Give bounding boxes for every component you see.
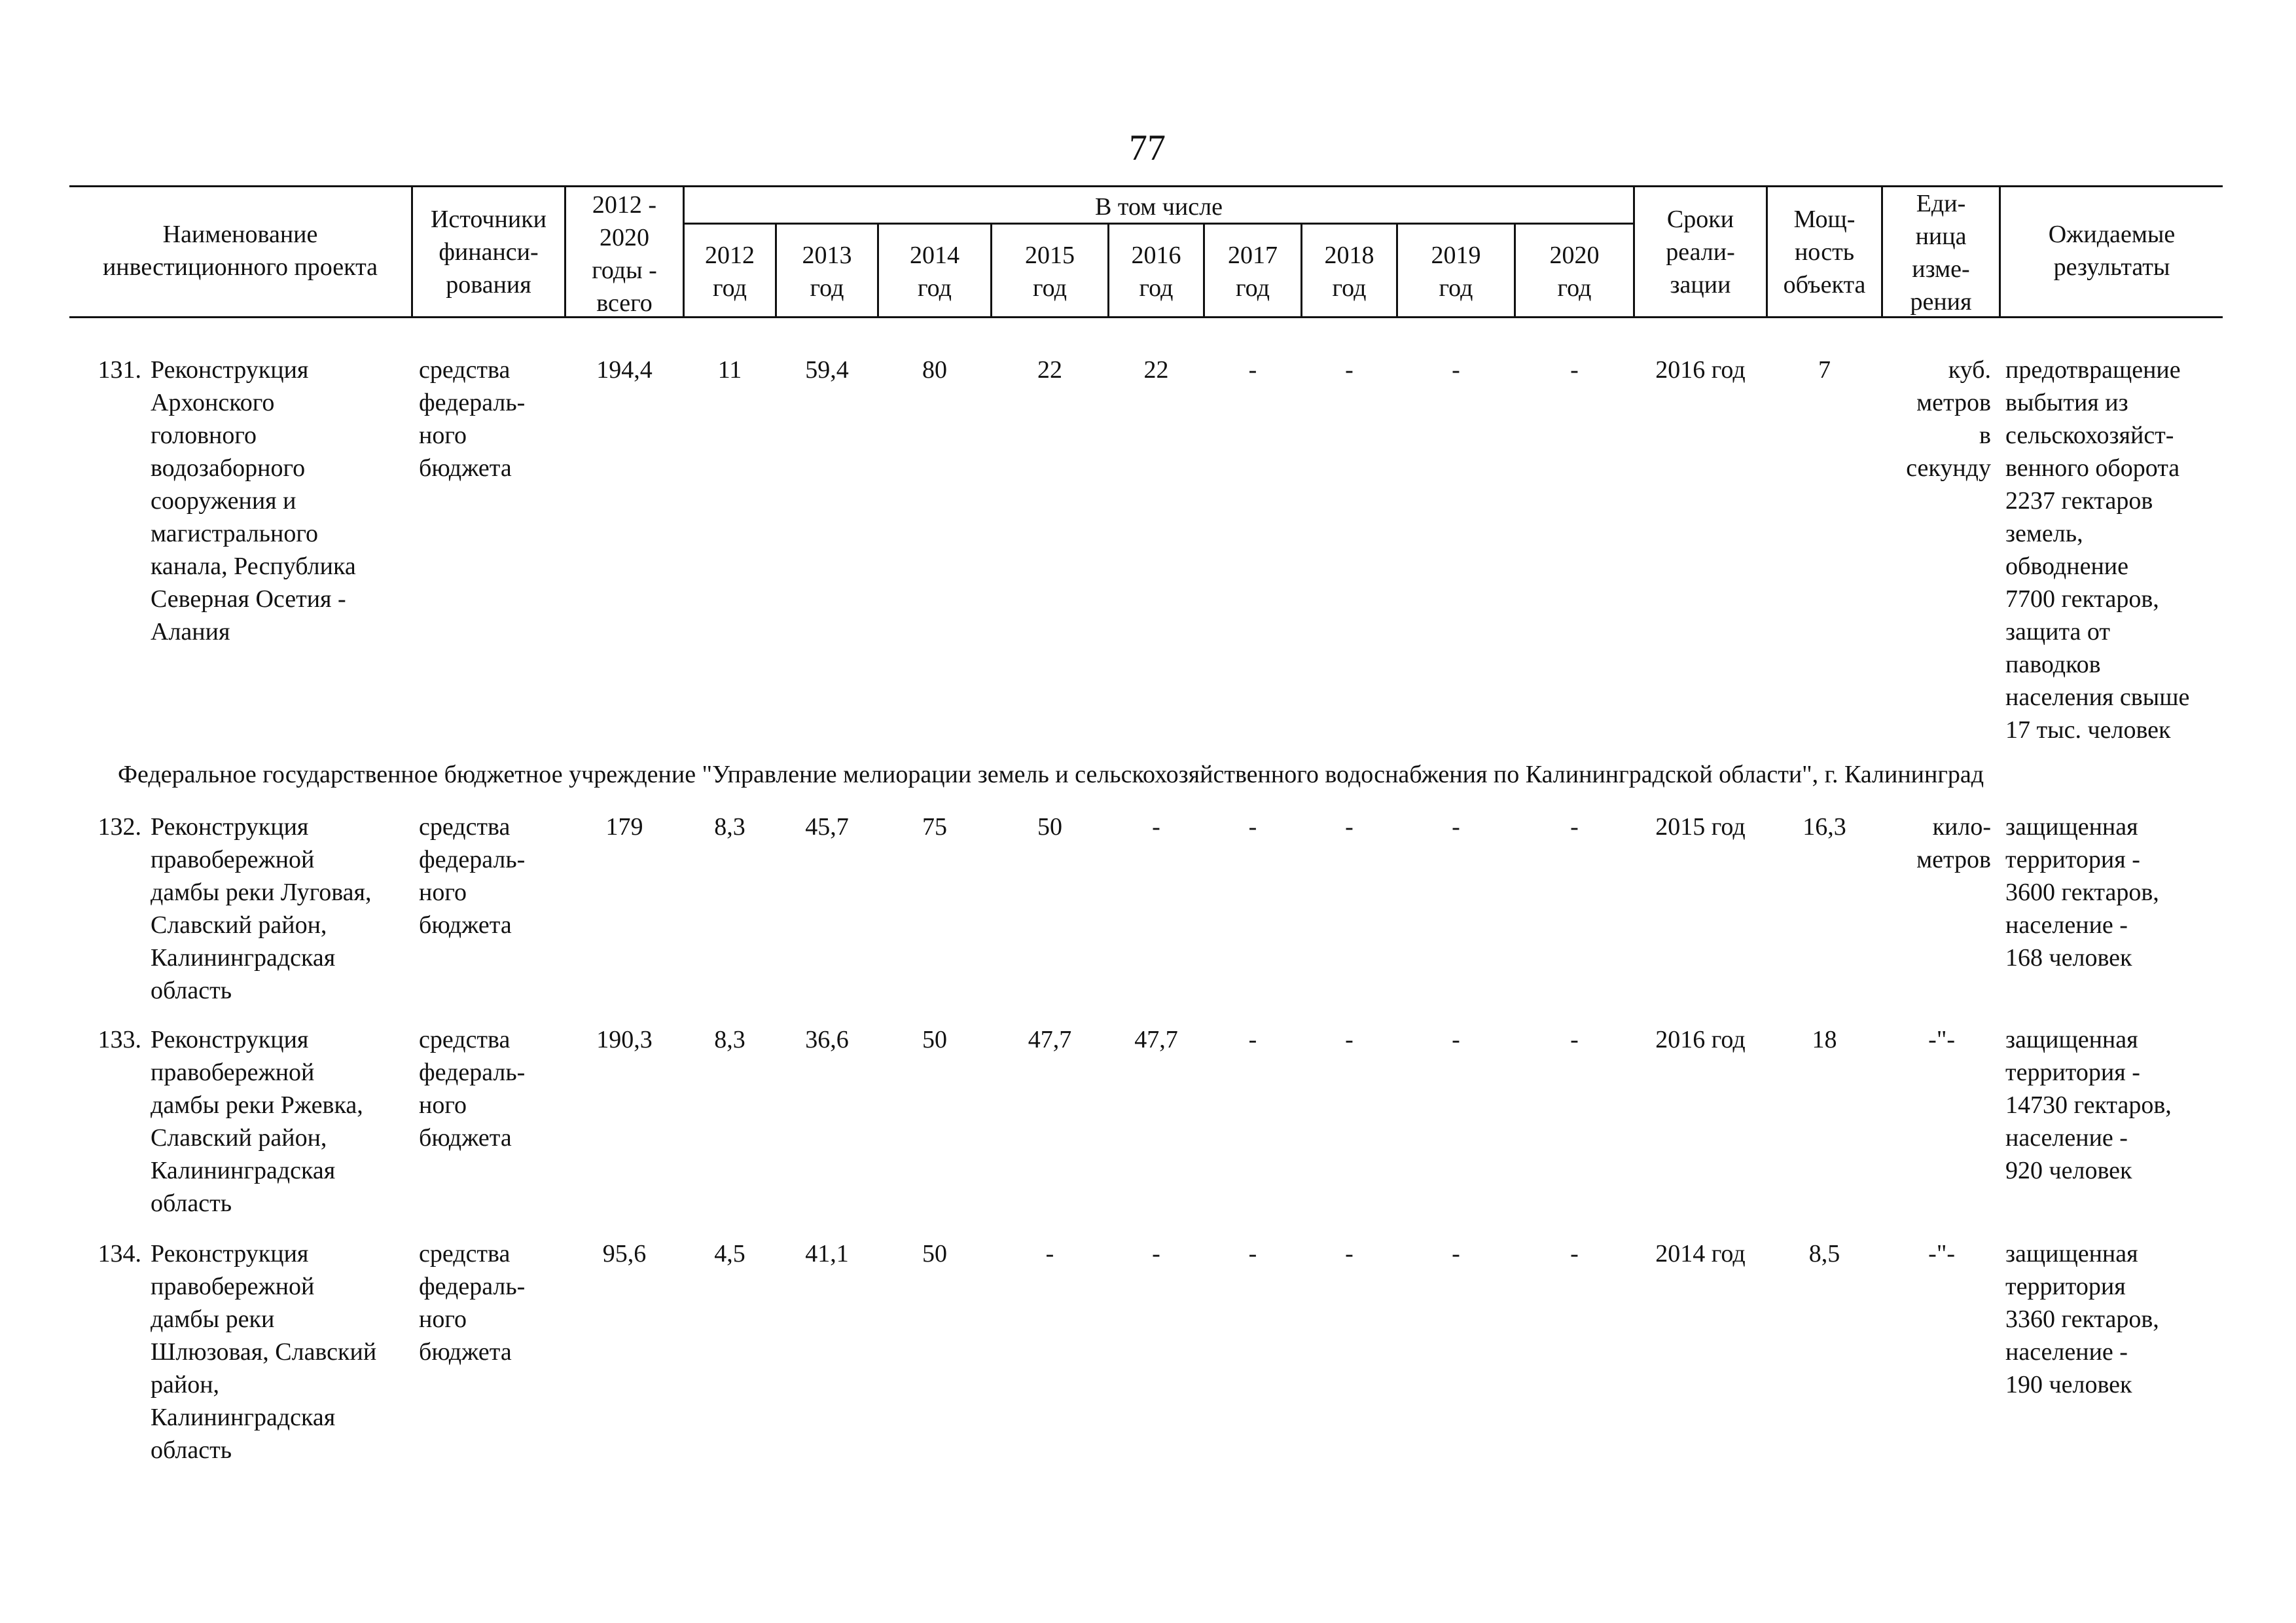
header-year-2015: 2015 год bbox=[1025, 242, 1075, 302]
capacity-value: 16,3 bbox=[1803, 813, 1846, 841]
year-2012-value: 11 bbox=[717, 356, 742, 384]
year-2017-value: - bbox=[1248, 813, 1257, 841]
header-year-2020: 2020 год bbox=[1549, 242, 1600, 302]
row-number: 133. bbox=[98, 1026, 141, 1053]
header-year-2019: 2019 год bbox=[1431, 242, 1481, 302]
header-including: В том числе bbox=[1095, 193, 1223, 221]
year-2015-value: - bbox=[1045, 1240, 1054, 1267]
expected-results: защищенная территория - 14730 гектаров, население - 920 человек bbox=[2005, 1026, 2172, 1184]
total-value: 194,4 bbox=[596, 356, 653, 384]
year-2013-value: 59,4 bbox=[805, 356, 849, 384]
implementation-term: 2016 год bbox=[1655, 356, 1746, 384]
year-2014-value: 50 bbox=[922, 1026, 947, 1053]
funding-source: средства федераль- ного бюджета bbox=[419, 1026, 526, 1152]
year-2013-value: 45,7 bbox=[805, 813, 849, 841]
total-value: 179 bbox=[605, 813, 643, 841]
row-number: 132. bbox=[98, 813, 141, 841]
total-value: 190,3 bbox=[596, 1026, 653, 1053]
implementation-term: 2014 год bbox=[1655, 1240, 1746, 1267]
year-2014-value: 75 bbox=[922, 813, 947, 841]
year-2018-value: - bbox=[1345, 1026, 1354, 1053]
header-unit: Еди- ница изме- рения bbox=[1910, 190, 1972, 316]
year-2018-value: - bbox=[1345, 1240, 1354, 1267]
header-terms: Сроки реали- зации bbox=[1666, 206, 1735, 299]
year-2017-value: - bbox=[1248, 1240, 1257, 1267]
header-year-2018: 2018 год bbox=[1324, 242, 1374, 302]
implementation-term: 2016 год bbox=[1655, 1026, 1746, 1053]
year-2012-value: 4,5 bbox=[714, 1240, 745, 1267]
unit-value: куб. метров в секунду bbox=[1906, 356, 1991, 482]
capacity-value: 8,5 bbox=[1808, 1240, 1840, 1267]
header-total: 2012 - 2020 годы - всего bbox=[592, 191, 657, 317]
capacity-value: 7 bbox=[1818, 356, 1831, 384]
year-2012-value: 8,3 bbox=[714, 813, 745, 841]
expected-results: защищенная территория - 3600 гектаров, население - 168 человек bbox=[2005, 813, 2159, 972]
implementation-term: 2015 год bbox=[1655, 813, 1746, 841]
year-2020-value: - bbox=[1570, 1240, 1579, 1267]
year-2019-value: - bbox=[1452, 1240, 1460, 1267]
capacity-value: 18 bbox=[1812, 1026, 1837, 1053]
year-2015-value: 47,7 bbox=[1028, 1026, 1072, 1053]
header-year-2016: 2016 год bbox=[1131, 242, 1181, 302]
year-2013-value: 41,1 bbox=[805, 1240, 849, 1267]
year-2015-value: 50 bbox=[1037, 813, 1062, 841]
header-year-2014: 2014 год bbox=[910, 242, 960, 302]
expected-results: защищенная территория 3360 гектаров, население - 190 человек bbox=[2005, 1240, 2159, 1398]
year-2019-value: - bbox=[1452, 1026, 1460, 1053]
expected-results: предотвращение выбытия из сельскохозяйст- венного оборота 2237 гектаров земель, обводнение 7700 гектаров, защита от паводков населения свыше 17 тыс. человек bbox=[2005, 356, 2190, 744]
total-value: 95,6 bbox=[602, 1240, 647, 1267]
header-capacity: Мощ- ность объекта bbox=[1783, 206, 1866, 299]
header-name: Наименование инвестиционного проекта bbox=[102, 221, 378, 281]
funding-source: средства федераль- ного бюджета bbox=[419, 1240, 526, 1366]
page-number: 77 bbox=[1129, 128, 1166, 168]
year-2016-value: 47,7 bbox=[1134, 1026, 1178, 1053]
year-2020-value: - bbox=[1570, 813, 1579, 841]
project-name: Реконструкция правобережной дамбы реки Луговая, Славский район, Калининградская область bbox=[151, 813, 372, 1004]
year-2018-value: - bbox=[1345, 356, 1354, 384]
row-number: 131. bbox=[98, 356, 141, 384]
year-2017-value: - bbox=[1248, 356, 1257, 384]
header-year-2017: 2017 год bbox=[1228, 242, 1278, 302]
header-source: Источники финанси- рования bbox=[430, 206, 547, 299]
header-results: Ожидаемые результаты bbox=[2048, 221, 2176, 281]
year-2016-value: - bbox=[1152, 813, 1160, 841]
unit-value: -"- bbox=[1928, 1240, 1955, 1267]
row-number: 134. bbox=[98, 1240, 141, 1267]
year-2020-value: - bbox=[1570, 356, 1579, 384]
year-2015-value: 22 bbox=[1037, 356, 1062, 384]
year-2013-value: 36,6 bbox=[805, 1026, 849, 1053]
year-2016-value: 22 bbox=[1143, 356, 1169, 384]
year-2017-value: - bbox=[1248, 1026, 1257, 1053]
year-2020-value: - bbox=[1570, 1026, 1579, 1053]
year-2019-value: - bbox=[1452, 813, 1460, 841]
header-year-2012: 2012 год bbox=[705, 242, 755, 302]
project-name: Реконструкция Архонского головного водозаборного сооружения и магистрального канала, Республика Северная Осетия - Алания bbox=[151, 356, 356, 646]
year-2019-value: - bbox=[1452, 356, 1460, 384]
funding-source: средства федераль- ного бюджета bbox=[419, 813, 526, 939]
year-2012-value: 8,3 bbox=[714, 1026, 745, 1053]
unit-value: -"- bbox=[1928, 1026, 1955, 1053]
year-2016-value: - bbox=[1152, 1240, 1160, 1267]
project-name: Реконструкция правобережной дамбы реки Ржевка, Славский район, Калининградская область bbox=[151, 1026, 363, 1217]
funding-source: средства федераль- ного бюджета bbox=[419, 356, 526, 482]
section-title: Федеральное государственное бюджетное учреждение "Управление мелиорации земель и сельскохозяйственного водоснабжения по Калининградской области", г. Калининград bbox=[118, 761, 1984, 788]
year-2014-value: 80 bbox=[922, 356, 947, 384]
year-2014-value: 50 bbox=[922, 1240, 947, 1267]
header-year-2013: 2013 год bbox=[802, 242, 852, 302]
year-2018-value: - bbox=[1345, 813, 1354, 841]
unit-value: кило- метров bbox=[1916, 813, 1991, 873]
project-name: Реконструкция правобережной дамбы реки Шлюзовая, Славский район, Калининградская область bbox=[151, 1240, 377, 1464]
